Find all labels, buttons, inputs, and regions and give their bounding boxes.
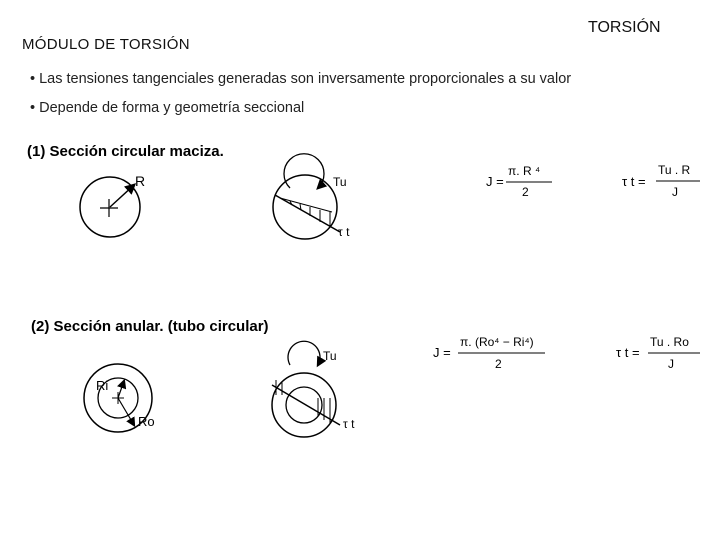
svg-text:J: J (668, 357, 674, 371)
label-stress: τ t (343, 417, 355, 431)
formula-j-solid (486, 164, 552, 199)
annular-stress-figure (272, 341, 355, 437)
svg-text:τ t =: τ t = (616, 345, 640, 360)
formula-tau-solid (622, 163, 700, 199)
svg-text:π. (Ro⁴ − Ri⁴): π. (Ro⁴ − Ri⁴) (460, 335, 534, 349)
solid-stress-figure (273, 154, 350, 239)
svg-text:Tu . R: Tu . R (658, 163, 691, 177)
label-radius: R (135, 173, 146, 189)
svg-text:Tu . Ro: Tu . Ro (650, 335, 689, 349)
bullet-item: • Las tensiones tangenciales generadas son inversamente proporcionales a su valor (30, 71, 572, 87)
module-title: MÓDULO DE TORSIÓN (22, 36, 190, 53)
solid-section-figure (80, 173, 145, 237)
label-inner-radius: Ri (96, 378, 109, 393)
svg-text:2: 2 (522, 185, 529, 199)
topic-title: TORSIÓN (588, 19, 661, 36)
section-title-annular: (2) Sección anular. (tubo circular) (31, 318, 269, 335)
label-torque: Tu (333, 175, 347, 189)
label-torque: Tu (323, 349, 337, 363)
svg-text:J: J (672, 185, 678, 199)
bullet-item: • Depende de forma y geometría seccional (30, 100, 305, 116)
formula-j-annular (433, 335, 545, 371)
svg-text:2: 2 (495, 357, 502, 371)
formula-tau-annular (616, 335, 700, 371)
label-outer-radius: Ro (138, 414, 155, 429)
annular-section-figure (84, 364, 155, 432)
label-stress: τ t (338, 225, 350, 239)
section-title-solid: (1) Sección circular maciza. (27, 143, 224, 160)
svg-text:π. R ⁴: π. R ⁴ (508, 164, 541, 178)
svg-text:τ t =: τ t = (622, 174, 646, 189)
svg-text:J =: J = (486, 174, 504, 189)
svg-text:J =: J = (433, 345, 451, 360)
